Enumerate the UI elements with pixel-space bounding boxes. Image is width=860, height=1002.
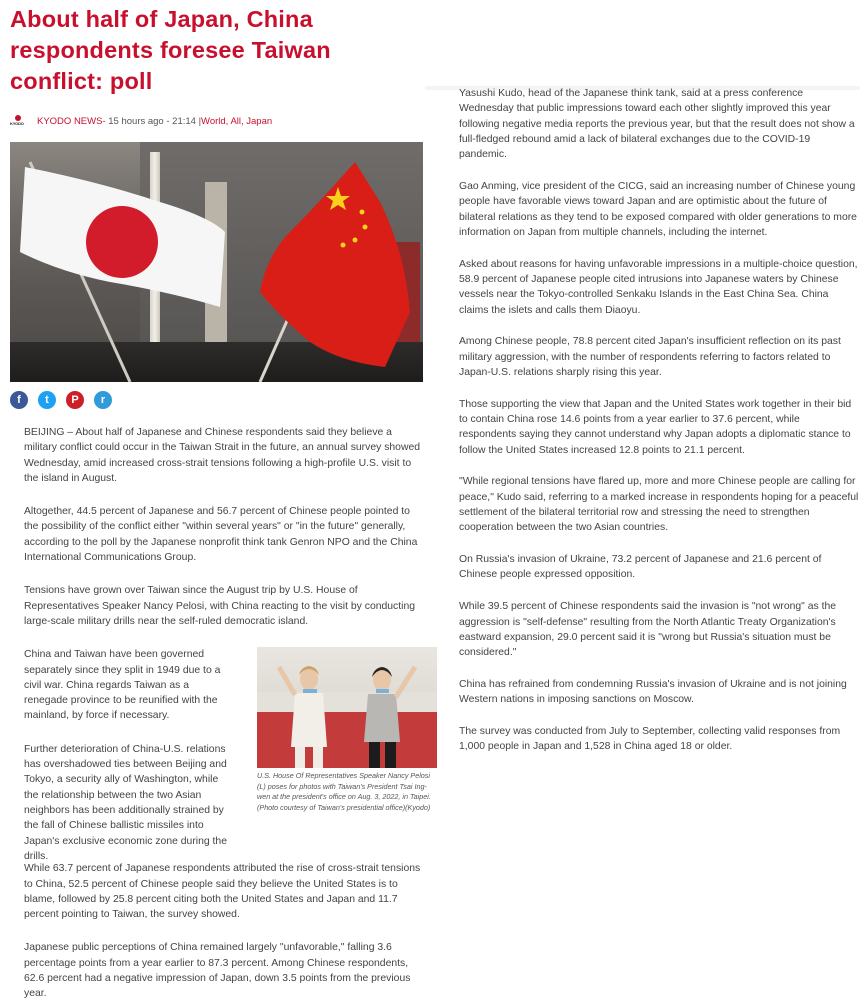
paragraph-r5: Those supporting the view that Japan and the United States work together in their bid to contain China rose 14.6 points from a year earlier to 37.6 percent, while respondents saying they cannot understand why Japan adopts a diplomatic stance to follow the United States increased 12.8 points to 21.1 percent. — [459, 398, 852, 456]
headline: About half of Japan, China respondents foresee Taiwan conflict: poll — [10, 6, 331, 94]
hero-image-flags — [10, 142, 423, 382]
paragraph-r7: On Russia's invasion of Ukraine, 73.2 percent of Japanese and 21.6 percent of Chinese people expressed opposition. — [459, 554, 822, 581]
paragraph-3: Tensions have grown over Taiwan since the August trip by U.S. House of Representatives Speaker Nancy Pelosi, with China reacting to the visit by conducting large-scale military drills near the self-ruled democratic island. — [24, 585, 416, 627]
photo-caption: U.S. House Of Representatives Speaker Nancy Pelosi (L) poses for photos with Taiwan's President Tsai Ing-wen at the president's office on Aug. 3, 2022, in Taipei. (Photo courtesy of Taiwan's presidential office)(Kyodo) — [257, 771, 431, 813]
paragraph-r3: Asked about reasons for having unfavorable impressions in a multiple-choice question, 58.9 percent of Japanese people cited intrusions into Japanese waters by Chinese vessels near the Tokyo-controlled Senkaku Islands in the East China Sea. China claims the islets and calls them Diaoyu. — [459, 258, 858, 316]
byline — [10, 115, 425, 127]
source-link[interactable]: KYODO NEWS — [37, 115, 103, 127]
photo-figure — [257, 647, 437, 813]
facebook-icon[interactable]: f — [10, 391, 28, 409]
twitter-icon[interactable]: t — [38, 391, 56, 409]
reddit-icon[interactable]: r — [94, 391, 112, 409]
paragraph-r10: The survey was conducted from July to September, collecting valid responses from 1,000 people in Japan and 1,528 in China aged 18 or older. — [459, 726, 841, 753]
paragraph-5: Further deterioration of China-U.S. relations has overshadowed ties between Beijing and Tokyo, a security ally of Washington, while the relationship between the two Asian neighbors has been additionally strained by the fall of Chinese ballistic missiles into Japan's exclusive economic zone during the drills. — [24, 743, 227, 862]
paragraph-1: BEIJING – About half of Japanese and Chinese respondents said they believe a military conflict could occur in the Taiwan Strait in the future, an annual survey showed Wednesday, amid increased cross-strait tensions following a high-profile U.S. visit to the island in August. — [24, 427, 421, 484]
paragraph-r1: Yasushi Kudo, head of the Japanese think tank, said at a press conference Wednesday that public impressions toward each other slightly improved this year following negative media reports the previous year, but that the result does not show a full-fledged rebound amid a lack of bilateral exchanges due to the COVID-19 pandemic. — [459, 88, 855, 161]
paragraph-2: Altogether, 44.5 percent of Japanese and 56.7 percent of Chinese people pointed to the possibility of the conflict either "within several years" or "in the future" generally, according to the poll by the Japanese nonprofit think tank Genron NPO and the China International Communications Group. — [24, 506, 418, 564]
pinterest-icon[interactable]: P — [66, 391, 84, 409]
paragraph-7: Japanese public perceptions of China remained largely "unfavorable," falling 3.6 percentage points from a year earlier to 87.3 percent. Among Chinese respondents, 62.6 percent had a negative impression of Japan, down 3.5 points from the previous year. — [24, 942, 411, 1000]
timestamp: - 15 hours ago - 21:14 | — [102, 115, 202, 127]
paragraph-r9: China has refrained from condemning Russia's invasion of Ukraine and is not joining Western nations in imposing sanctions on Moscow. — [459, 678, 847, 706]
paragraph-6: While 63.7 percent of Japanese respondents attributed the rise of cross-strait tensions to China, 52.5 percent of Chinese people said they believe the United States is to blame, followed by 25.8 percent citing both the United States and Japan and 11.7 percent pointing to Taiwan, the survey showed. — [24, 863, 421, 921]
social-share-bar — [10, 391, 425, 409]
paragraph-r6: "While regional tensions have flared up, more and more Chinese people are calling for peace," Kudo said, referring to a marked increase in respondents hoping for a peaceful settlement of the bilateral territorial row and stressing the need to strengthen cooperation between the two Asian countries. — [459, 476, 859, 534]
photo-pelosi-tsai — [257, 647, 437, 768]
left-column — [10, 0, 431, 1002]
paragraph-r4: Among Chinese people, 78.8 percent cited Japan's insufficient reflection on its past military aggression, with the number of respondents referring to factors related to Japan-U.S. relations sharply rising this year. — [459, 336, 841, 378]
kyodo-logo: KYODO — [10, 115, 26, 127]
paragraph-r2: Gao Anming, vice president of the CICG, said an increasing number of Chinese young people have favorable views toward Japan and are optimistic about the future of bilateral relations as they tend to be exposed compared with older generations to more information on Japan from multiple channels, including the internet. — [459, 180, 857, 238]
right-column — [459, 86, 859, 755]
wrap-block — [24, 647, 431, 862]
paragraph-4: China and Taiwan have been governed separately since they split in 1949 due to a civil war. China regards Taiwan as a renegade province to be reunified with the mainland, by force if necessary. — [24, 649, 221, 722]
category-links[interactable]: World, All, Japan — [201, 115, 273, 127]
paragraph-r8: While 39.5 percent of Chinese respondents said the invasion is "not wrong" as the aggression is "self-defense" resulting from the North Atlantic Treaty Organization's eastward expansion, 29.0 percent said it is "wrong but Russia's situation must be considered." — [459, 601, 837, 659]
